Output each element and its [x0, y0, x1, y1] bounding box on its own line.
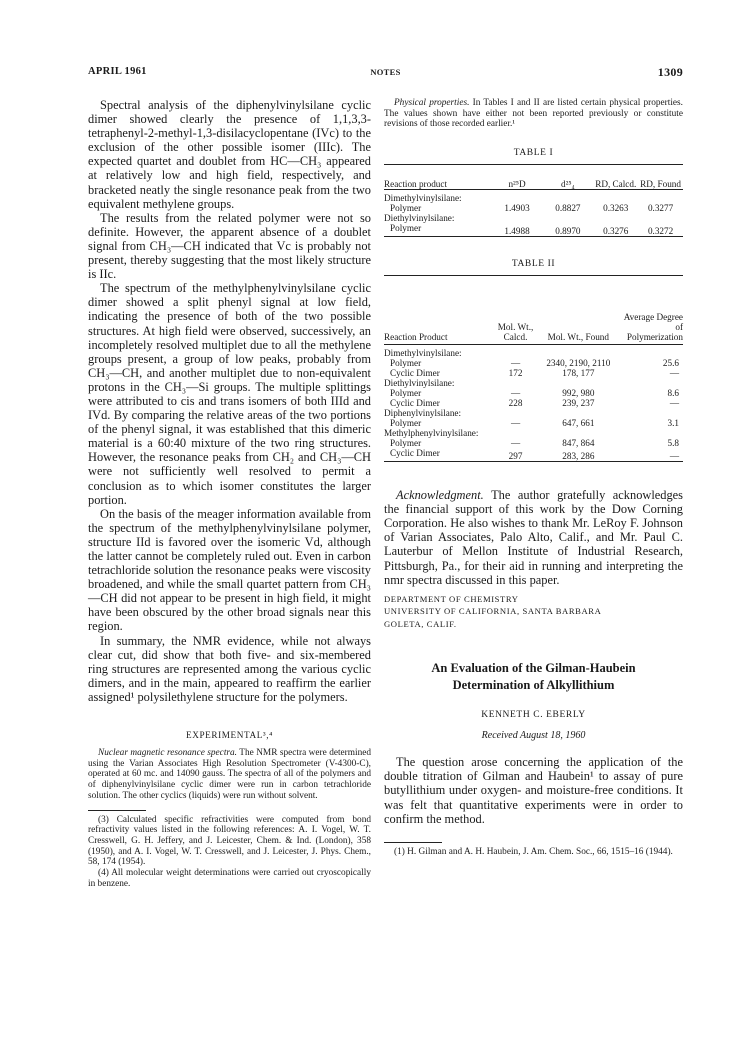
table-cell: —	[510, 438, 521, 449]
header-date: APRIL 1961	[88, 66, 147, 77]
footnote-3: (3) Calculated specific refractivities were computed from bond refractivity values listed in the following references: A. I. Vogel, W. T. Cresswell, G. H. Jeffery, and J. Leicester, Chem. & Ind. (London), 358 (1950), and A. I. Vogel, W. T. Cresswell, and J. Leicester, J. Phys. Chem., 58, 174 (1954).	[88, 814, 371, 868]
table2-title: TABLE II	[511, 259, 556, 270]
table-cell: 3.1	[667, 418, 679, 429]
table-cell: 178, 177	[562, 368, 595, 379]
header-section: NOTES	[370, 67, 401, 77]
table-row	[384, 438, 683, 448]
page-header	[88, 66, 683, 82]
paragraph: The results from the related polymer were not so definite. However, the apparent absence of a doublet signal from CH₃—CH indicated that Vc is probably not present, thereby suggesting that the most likely structure is IIc.	[88, 210, 371, 282]
table-cell: Polymer	[390, 388, 422, 399]
table-header-cell: RD, Found	[640, 179, 681, 190]
table-cell: Cyclic Dimer	[390, 368, 440, 379]
table-cell: Diphenylvinylsilane:	[384, 408, 462, 419]
table-row	[384, 213, 683, 223]
nmr-paragraph	[88, 748, 371, 802]
table-cell: Polymer	[390, 223, 422, 234]
right-column	[384, 98, 683, 857]
table-cell: 25.6	[662, 358, 679, 369]
physical-properties-text: In Tables I and II are listed certain physical properties. The values shown have either not been reported previously or constitute revisions of those recorded earlier.¹	[384, 98, 683, 130]
physical-properties-paragraph	[384, 98, 683, 130]
table-row	[384, 418, 683, 428]
table-row	[384, 358, 683, 368]
table-header-cell: Reaction Product	[384, 332, 448, 343]
table-cell: Polymer	[390, 438, 422, 449]
table-cell: Polymer	[390, 203, 422, 214]
footnote-1: (1) H. Gilman and A. H. Haubein, J. Am. Chem. Soc., 66, 1515–16 (1944).	[394, 846, 673, 857]
table-row	[384, 223, 683, 237]
table-row	[384, 378, 683, 388]
table-cell: —	[669, 368, 679, 379]
physical-properties-heading: Physical properties.	[394, 98, 470, 108]
table-cell: —	[510, 418, 521, 429]
table-cell: 647, 661	[562, 418, 595, 429]
experimental-heading: EXPERIMENTAL³,⁴	[186, 730, 273, 741]
table1	[384, 164, 683, 237]
acknowledgment-paragraph	[384, 488, 683, 587]
table-row	[384, 345, 683, 359]
table-row	[384, 448, 683, 462]
table-cell: 0.3276	[603, 226, 629, 237]
table-cell: 5.8	[667, 438, 679, 449]
table-cell: 2340, 2190, 2110	[546, 358, 611, 369]
affiliation-line: GOLETA, CALIF.	[384, 618, 457, 629]
received-date: Received August 18, 1960	[481, 730, 586, 742]
table-header-cell: RD, Calcd.	[595, 179, 637, 190]
article-title: An Evaluation of the Gilman-Haubein Determination of Alkyllithium	[431, 661, 636, 693]
table-cell: 283, 286	[562, 451, 595, 462]
table-cell: —	[669, 451, 679, 462]
table-cell: 239, 237	[562, 398, 595, 409]
paragraph: The spectrum of the methylphenylvinylsilane cyclic dimer showed a split phenyl signal at low field, indicating the presence of both of the two possible structures. At high field were observed, successively, an incompletely resolved multiplet due to all the methylene groups present, a group of low peaks, probably from CH₃—CH, and another multiplet due to non-equivalent protons in the CH₃—Si groups. The multiple splittings were attributed to cis and trans isomers of both IIId and IVd. By comparing the relative areas of the two portions of the phenyl signal, it was established that this dimeric material is a 60:40 mixture of the two ring structures. However, the resonance peaks from CH₂ and CH₃—CH were not sufficiently well resolved to permit a conclusion as to which isomer constitutes the larger portion.	[88, 281, 371, 507]
table-cell: 228	[508, 398, 523, 409]
table-cell: Diethylvinylsilane:	[384, 378, 455, 389]
table-cell: 847, 864	[562, 438, 595, 449]
affiliation-line: DEPARTMENT OF CHEMISTRY	[384, 593, 519, 604]
table-cell: —	[510, 388, 521, 399]
paragraph: Spectral analysis of the diphenylvinylsilane cyclic dimer showed clearly the presence of 1,1,3,3-tetraphenyl-2-methyl-1,3-disilacyclopentane (IVc) to the exclusion of the other possible isomer (IIIc). The expected quartet and doublet from HC—CH₃ appeared at relatively low and high field, respectively, and bracketed neatly the single resonance peak from the two equivalent methylene groups.	[88, 98, 371, 211]
table-row	[384, 408, 683, 418]
table-header-cell: d²⁵₄	[561, 179, 575, 190]
paragraph: On the basis of the meager information available from the spectrum of the methylphenylvinylsilane polymer, structure IId is favored over the isomeric Vd, although the latter cannot be completely ruled out. Even in carbon tetrachloride solution the resonance peaks were viscosity broadened, and while the small quartet pattern from CH₃—CH did not appear to be present in high field, it might have been obscured by the other broad signals near this region.	[88, 506, 371, 634]
table-header-cell: n²⁵D	[508, 179, 526, 190]
table-cell: Dimethylvinylsilane:	[384, 193, 462, 204]
table-cell: Cyclic Dimer	[390, 448, 440, 459]
table-cell: —	[510, 358, 521, 369]
table-cell: Methylphenylvinylsilane:	[384, 428, 479, 439]
table-row	[384, 190, 683, 204]
paragraph: In summary, the NMR evidence, while not always clear cut, did show that both five- and six-membered ring structures are represented among the various cyclic dimers, and in the main, appeared to reaffirm the earlier assigned¹ polysilethylene structure for the polymers.	[88, 633, 371, 704]
affiliation-line: UNIVERSITY OF CALIFORNIA, SANTA BARBARA	[384, 606, 602, 617]
table2	[384, 275, 683, 462]
table-row	[384, 203, 683, 213]
table-cell: Polymer	[390, 418, 422, 429]
table-row	[384, 388, 683, 398]
table-cell: 0.3263	[603, 203, 629, 214]
nmr-text: The NMR spectra were determined using the Varian Associates High Resolution Spectrometer (V-4300-C), operated at 60 mc. and 14090 gauss. The spectra of all of the polymers and of diphenylvinylsilane cyclic dimer were run in carbon tetrachloride solution. The other cyclics (liquids) were run without solvent.	[88, 748, 372, 801]
acknowledgment-text: The author gratefully acknowledges the financial support of this work by the Dow Corning Corporation. He also wishes to thank Mr. LeRoy F. Johnson of Varian Associates, Palo Alto, Calif., and Mr. Paul C. Lauterbur of Mellon Institute of Industrial Research, Pittsburgh, Pa., for their aid in running and interpreting the nmr spectra discussed in this paper.	[384, 488, 683, 587]
intro-paragraph: The question arose concerning the application of the double titration of Gilman and Haubein¹ to assay of pure butyllithium under oxygen- and moisture-free conditions. It was felt that quantitative experiments were in order to confirm the method.	[384, 755, 683, 826]
table-cell: 8.6	[667, 388, 679, 399]
table-cell: —	[669, 398, 679, 409]
table-cell: 0.3272	[647, 226, 674, 237]
table-cell: 0.3277	[647, 203, 674, 214]
table-cell: 0.8827	[555, 203, 581, 214]
footnote-rule	[88, 810, 146, 811]
nmr-heading: Nuclear magnetic resonance spectra.	[98, 748, 237, 759]
table1-title: TABLE I	[513, 148, 554, 159]
table-row	[384, 398, 683, 408]
table-cell: Cyclic Dimer	[390, 398, 440, 409]
table-header-row	[384, 276, 683, 345]
table-row	[384, 368, 683, 378]
table-cell: 297	[508, 451, 523, 462]
acknowledgment-heading: Acknowledgment.	[396, 488, 484, 503]
table-header-cell: Average Degree of Polymerization	[623, 312, 683, 343]
affiliation	[384, 593, 683, 631]
table-cell: 992, 980	[562, 388, 595, 399]
page-number: 1309	[657, 65, 683, 79]
table-cell: Diethylvinylsilane:	[384, 213, 455, 224]
table-cell: 172	[508, 368, 523, 379]
article-author: KENNETH C. EBERLY	[481, 710, 586, 721]
footnote-rule	[384, 842, 442, 843]
table-cell: 1.4988	[504, 226, 530, 237]
table-header-cell: Mol. Wt., Calcd.	[497, 322, 534, 343]
left-column	[88, 98, 371, 889]
table-header-cell: Mol. Wt., Found	[547, 332, 609, 343]
table-header-cell: Reaction product	[384, 179, 448, 190]
table-cell: 1.4903	[504, 203, 530, 214]
table-cell: 0.8970	[555, 226, 581, 237]
table-header-row	[384, 165, 683, 190]
footnote-4: (4) All molecular weight determinations were carried out cryoscopically in benzene.	[88, 868, 371, 889]
table-cell: Dimethylvinylsilane:	[384, 348, 462, 359]
table-cell: Polymer	[390, 358, 422, 369]
table-row	[384, 428, 683, 438]
